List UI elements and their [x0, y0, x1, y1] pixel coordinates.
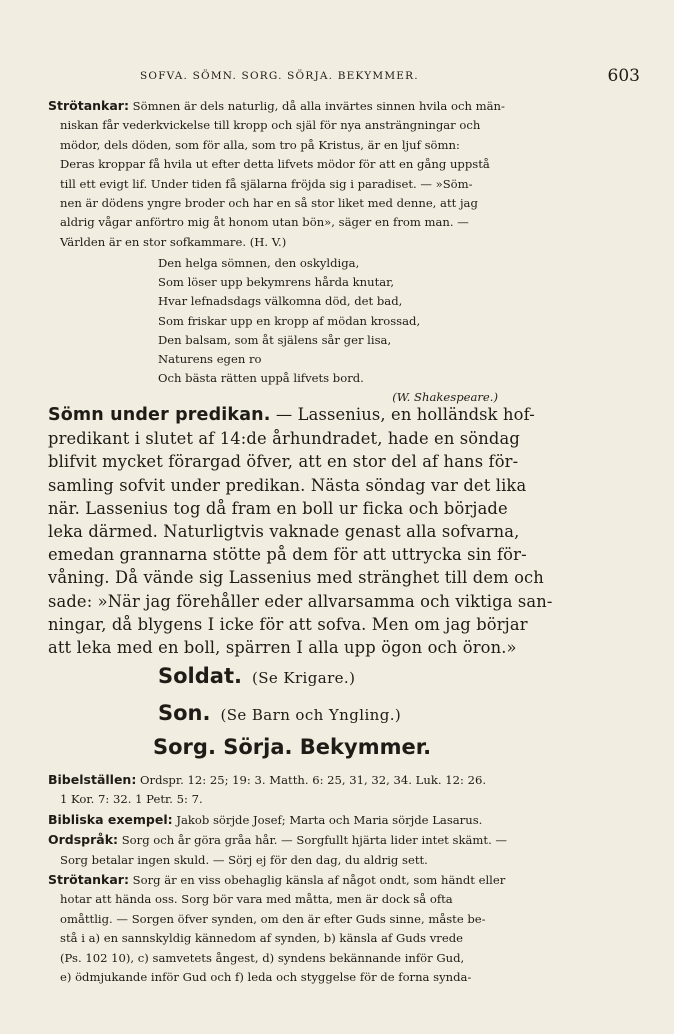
poem-line: Som friskar upp en kropp af mödan krossad,	[158, 313, 421, 328]
running-title: SOFVA. SÖMN. SORG. SÖRJA. BEKYMMER.	[140, 70, 419, 82]
poem-line: Hvar lefnadsdags välkomna död, det bad,	[158, 294, 403, 309]
running-header	[140, 66, 640, 88]
strotankar-label: Strötankar:	[48, 872, 129, 888]
poem-line: Som löser upp bekymrens hårda knutar,	[158, 275, 395, 290]
section-title: Soldat.	[158, 664, 242, 688]
cross-reference: (Se Krigare.)	[251, 669, 356, 687]
sorg-heading: Sorg. Sörja. Bekymmer.	[153, 735, 432, 759]
shakespeare-poem	[158, 254, 638, 408]
sorg-section: Bibelställen: Ordspr. 12: 25; 19: 3. Matth. 6: 25, 31, 32, 34. Luk. 12: 26. 1 Kor. 7: 32. 1 Petr. 5: 7. Bibliska exempel: Jakob sörjde Josef; Marta och Maria sörjde Lasarus. Ordspråk: Sorg och år göra gråa hår. — Sorgfullt hjärta lider intet skämt. — Sorg betalar ingen skuld. — Sörj ej för den dag, du aldrig sett. Strötankar: Sorg är en viss obehaglig känsla af något ondt, som händt eller hotar att hända oss. Sorg bör vara med måtta, men är dock så ofta omåttlig. — Sorgen öfver synden, om den är efter Guds sinne, måste be- stå i a) en sannskyldig kännedom af synden, b) känsla af Guds vrede (Ps. 102 10), c) samvetets ångest, d) syndens bekännande inför Gud, e) ödmjukande inför Gud och f) leda och styggelse för de forna synda-	[48, 772, 508, 985]
son-heading	[158, 701, 401, 725]
ordsprak-label: Ordspråk:	[48, 832, 119, 848]
page-number: 603	[607, 66, 640, 86]
cross-reference: (Se Barn och Yngling.)	[220, 706, 402, 724]
poem-line: Den helga sömnen, den oskyldiga,	[158, 256, 360, 270]
poem-line: Naturens egen ro	[158, 352, 262, 367]
strotankar-label: Strötankar:	[48, 98, 129, 113]
book-page	[48, 0, 642, 1034]
poem-line: Den balsam, som åt själens sår ger lisa,	[158, 332, 392, 347]
section-title: Sömn under predikan.	[48, 405, 271, 425]
bibelstallen-label: Bibelställen:	[48, 772, 137, 787]
soldat-heading	[158, 664, 355, 688]
poem-line: Och bästa rätten uppå lifvets bord.	[158, 371, 364, 386]
sofva-strotankar: Strötankar: Sömnen är dels naturlig, då alla invärtes sinnen hvila och män- niskan får vederkvickelse till kropp och själ för nya ansträngningar och mödor, dels döden, som för alla, som tro på Kristus, är en ljuf sömn: Deras kroppar få hvila ut efter detta lifvets mödor för att en gång uppstå till ett evigt lif. Under tiden få själarna fröjda sig i paradiset. — »Söm- nen är dödens yngre broder och har en så stor liket med denne, att jag aldrig vågar anförtro mig åt honom utan bön», säger en from man. — Världen är en stor sofkammare. (H. V.)	[48, 98, 505, 249]
poem-attribution: (W. Shakespeare.)	[392, 390, 498, 405]
exempel-label: Bibliska exempel:	[48, 811, 173, 827]
somn-under-predikan: Sömn under predikan. — Lassenius, en holländsk hof- predikant i slutet af 14:de århundradet, hade en söndag blifvit mycket förargad öfver, att en stor del af hans för- samling sofvit under predikan. Nästa söndag var det lika när. Lassenius tog då fram en boll ur ficka och började leka därmed. Naturligtvis vaknade genast alla sofvarna, emedan grannarna stötte på dem för att uttrycka sin för- våning. Då vände sig Lassenius med stränghet till dem och sade: »När jag förehåller eder allvarsamma och viktiga san- ningar, då blygens I icke för att sofva. Men om jag börjar att leka med en boll, spärren I alla upp ögon och öron.»	[48, 405, 553, 658]
section-title: Son.	[158, 701, 211, 725]
